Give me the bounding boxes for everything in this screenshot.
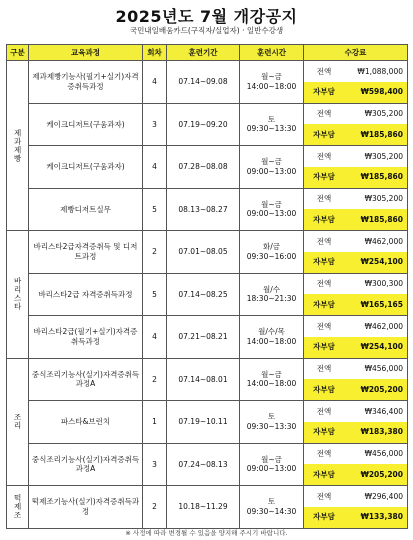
category-cell	[7, 231, 29, 359]
table-row	[7, 401, 408, 444]
fee-self-line	[304, 464, 407, 485]
fee-self-amount: ₩205,200	[360, 469, 403, 479]
fee-full-line	[304, 231, 407, 252]
fee-self-amount: ₩133,380	[360, 512, 403, 522]
session-cell: 1	[143, 401, 167, 444]
fee-box	[304, 316, 407, 358]
period-cell: 07.01~08.05	[167, 231, 240, 274]
time-cell	[240, 103, 304, 146]
session-cell: 4	[143, 146, 167, 189]
fee-cell	[304, 443, 408, 486]
fee-full-label: 전액	[316, 449, 332, 459]
fee-self-line	[304, 252, 407, 273]
table-row	[7, 103, 408, 146]
time-cell	[240, 316, 304, 359]
header-course: 교육과정	[29, 45, 143, 61]
days-text: 월/수/목	[258, 327, 285, 337]
period-cell: 10.18~11.29	[167, 486, 240, 529]
session-cell: 5	[143, 188, 167, 231]
fee-self-amount: ₩205,200	[360, 384, 403, 394]
course-cell: 파스타&브런치	[29, 401, 143, 444]
period-cell: 07.19~09.20	[167, 103, 240, 146]
fee-cell	[304, 358, 408, 401]
fee-self-label: 자부담	[313, 214, 335, 224]
session-cell: 2	[143, 358, 167, 401]
period-cell: 07.24~08.13	[167, 443, 240, 486]
time-cell	[240, 443, 304, 486]
fee-self-line	[304, 82, 407, 103]
hours-text: 09:00~13:00	[246, 464, 297, 474]
hours-text: 18:30~21:30	[246, 294, 297, 304]
course-cell: 바리스타2급(필기+실기)자격증취득과정	[29, 316, 143, 359]
fee-self-amount: ₩185,860	[360, 214, 403, 224]
fee-box	[304, 61, 407, 103]
fee-box	[304, 104, 407, 146]
footnote: ※ 사정에 따라 변경될 수 있음을 양지해 주시기 바랍니다.	[125, 529, 288, 537]
page-subtitle: 국민내일배움카드(구직자/실업자) · 일반수강생	[129, 26, 284, 35]
period-cell: 07.19~10.11	[167, 401, 240, 444]
fee-self-line	[304, 379, 407, 400]
session-cell: 3	[143, 103, 167, 146]
table-row	[7, 188, 408, 231]
period-cell: 07.14~08.25	[167, 273, 240, 316]
fee-full-amount: ₩300,300	[364, 279, 403, 289]
days-text: 토	[267, 412, 276, 422]
course-cell: 제과제빵기능사(필기+실기)자격증취득과정	[29, 61, 143, 104]
days-text: 토	[267, 497, 276, 507]
hours-text: 14:00~18:00	[246, 336, 297, 346]
period-cell: 07.21~08.21	[167, 316, 240, 359]
fee-full-label: 전액	[316, 66, 332, 76]
fee-box	[304, 359, 407, 401]
fee-full-amount: ₩296,400	[364, 491, 403, 501]
fee-cell	[304, 401, 408, 444]
session-cell: 2	[143, 231, 167, 274]
period-cell: 07.14~09.08	[167, 61, 240, 104]
session-cell: 2	[143, 486, 167, 529]
fee-full-label: 전액	[316, 491, 332, 501]
fee-full-amount: ₩305,200	[364, 109, 403, 119]
fee-self-amount: ₩185,860	[360, 129, 403, 139]
fee-full-label: 전액	[316, 236, 332, 246]
fee-full-label: 전액	[316, 151, 332, 161]
days-text: 월~금	[261, 199, 282, 209]
fee-self-amount: ₩185,860	[360, 172, 403, 182]
fee-cell	[304, 273, 408, 316]
fee-box	[304, 189, 407, 231]
fee-full-label: 전액	[316, 279, 332, 289]
period-cell: 07.14~08.01	[167, 358, 240, 401]
fee-self-label: 자부담	[313, 469, 335, 479]
table-row	[7, 273, 408, 316]
table-row	[7, 486, 408, 529]
fee-self-label: 자부담	[313, 257, 335, 267]
fee-self-line	[304, 507, 407, 528]
time-cell	[240, 358, 304, 401]
fee-cell	[304, 188, 408, 231]
table-row	[7, 443, 408, 486]
days-text: 월/수	[262, 284, 281, 294]
category-cell	[7, 61, 29, 231]
schedule-table	[6, 44, 408, 529]
fee-full-amount: ₩462,000	[364, 236, 403, 246]
session-cell: 4	[143, 61, 167, 104]
days-text: 월~금	[261, 157, 282, 167]
table-row	[7, 146, 408, 189]
fee-box	[304, 444, 407, 486]
fee-self-label: 자부담	[313, 129, 335, 139]
days-text: 화/금	[262, 242, 281, 252]
fee-self-label: 자부담	[313, 512, 335, 522]
table-row	[7, 316, 408, 359]
session-cell: 3	[143, 443, 167, 486]
table-row	[7, 358, 408, 401]
fee-self-line	[304, 209, 407, 230]
fee-full-line	[304, 146, 407, 167]
fee-cell	[304, 103, 408, 146]
days-text: 월~금	[261, 72, 282, 82]
fee-full-line	[304, 444, 407, 465]
fee-cell	[304, 146, 408, 189]
header-fee: 수강료	[304, 45, 408, 61]
days-text: 월~금	[261, 369, 282, 379]
fee-full-amount: ₩462,000	[364, 321, 403, 331]
fee-full-amount: ₩1,088,000	[357, 66, 403, 76]
course-cell: 바리스타2급자격증취득 및 디저트과정	[29, 231, 143, 274]
hours-text: 09:30~16:00	[246, 251, 297, 261]
time-cell	[240, 401, 304, 444]
category-cell	[7, 358, 29, 486]
category-label: 조리	[13, 413, 23, 431]
fee-self-label: 자부담	[313, 172, 335, 182]
fee-full-line	[304, 189, 407, 210]
days-text: 월~금	[261, 454, 282, 464]
period-cell: 07.28~08.08	[167, 146, 240, 189]
fee-self-line	[304, 167, 407, 188]
time-cell	[240, 61, 304, 104]
fee-cell	[304, 61, 408, 104]
session-cell: 4	[143, 316, 167, 359]
fee-full-label: 전액	[316, 321, 332, 331]
hours-text: 09:00~13:00	[246, 209, 297, 219]
fee-full-label: 전액	[316, 109, 332, 119]
fee-self-amount: ₩254,100	[360, 257, 403, 267]
table-row	[7, 231, 408, 274]
course-cell: 케이크디저트(구움과자)	[29, 146, 143, 189]
fee-full-amount: ₩305,200	[364, 194, 403, 204]
fee-full-label: 전액	[316, 406, 332, 416]
fee-self-amount: ₩183,380	[360, 427, 403, 437]
fee-self-amount: ₩598,400	[360, 87, 403, 97]
header-session: 회차	[143, 45, 167, 61]
fee-full-label: 전액	[316, 364, 332, 374]
course-cell: 중식조리기능사(실기)자격증취득과정A	[29, 443, 143, 486]
fee-self-line	[304, 294, 407, 315]
fee-full-amount: ₩456,000	[364, 449, 403, 459]
course-cell: 바리스타2급 자격증취득과정	[29, 273, 143, 316]
fee-self-line	[304, 422, 407, 443]
fee-self-label: 자부담	[313, 87, 335, 97]
table-row	[7, 61, 408, 104]
fee-cell	[304, 316, 408, 359]
fee-self-line	[304, 124, 407, 145]
header-time: 훈련시간	[240, 45, 304, 61]
fee-box	[304, 401, 407, 443]
days-text: 토	[267, 114, 276, 124]
hours-text: 09:30~14:30	[246, 506, 297, 516]
hours-text: 09:30~13:30	[246, 421, 297, 431]
hours-text: 14:00~18:00	[246, 379, 297, 389]
time-cell	[240, 188, 304, 231]
fee-box	[304, 274, 407, 316]
fee-full-line	[304, 401, 407, 422]
course-cell: 제빵디저트실무	[29, 188, 143, 231]
category-label: 제과제빵	[13, 128, 23, 163]
fee-cell	[304, 231, 408, 274]
category-label: 떡제조	[13, 494, 23, 520]
fee-self-amount: ₩254,100	[360, 342, 403, 352]
hours-text: 09:30~13:30	[246, 124, 297, 134]
page-title: 2025년도 7월 개강공지	[115, 7, 298, 26]
course-cell: 중식조리기능사(실기)자격증취득과정A	[29, 358, 143, 401]
fee-full-line	[304, 316, 407, 337]
category-label: 바리스타	[13, 277, 23, 312]
fee-full-label: 전액	[316, 194, 332, 204]
fee-self-label: 자부담	[313, 342, 335, 352]
fee-full-amount: ₩456,000	[364, 364, 403, 374]
fee-box	[304, 146, 407, 188]
fee-self-label: 자부담	[313, 384, 335, 394]
fee-self-label: 자부담	[313, 427, 335, 437]
fee-full-amount: ₩346,400	[364, 406, 403, 416]
fee-self-line	[304, 337, 407, 358]
course-cell: 떡제조기능사(실기)자격증취득과정	[29, 486, 143, 529]
fee-full-line	[304, 359, 407, 380]
schedule-body	[7, 61, 408, 529]
table-header-row	[7, 45, 408, 61]
period-cell: 08.13~08.27	[167, 188, 240, 231]
header-category: 구분	[7, 45, 29, 61]
header-period: 훈련기간	[167, 45, 240, 61]
time-cell	[240, 231, 304, 274]
fee-box	[304, 486, 407, 528]
fee-full-line	[304, 61, 407, 82]
fee-full-line	[304, 274, 407, 295]
fee-self-amount: ₩165,165	[360, 299, 403, 309]
fee-box	[304, 231, 407, 273]
hours-text: 14:00~18:00	[246, 81, 297, 91]
category-cell	[7, 486, 29, 529]
time-cell	[240, 486, 304, 529]
time-cell	[240, 273, 304, 316]
session-cell: 5	[143, 273, 167, 316]
course-cell: 케이크디저트(구움과자)	[29, 103, 143, 146]
fee-full-amount: ₩305,200	[364, 151, 403, 161]
time-cell	[240, 146, 304, 189]
hours-text: 09:00~13:00	[246, 166, 297, 176]
fee-full-line	[304, 104, 407, 125]
fee-full-line	[304, 486, 407, 507]
fee-self-label: 자부담	[313, 299, 335, 309]
fee-cell	[304, 486, 408, 529]
